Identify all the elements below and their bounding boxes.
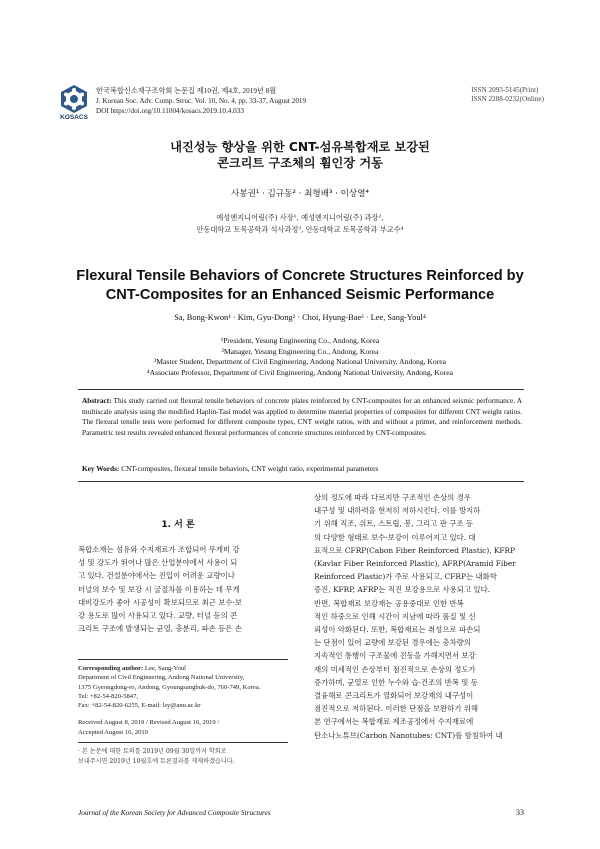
page-number: 33 [516, 808, 524, 817]
body-line: Reinforced Plastic)가 주로 사용되고, CFRP는 내화학 [314, 572, 497, 582]
journal-info [96, 86, 306, 116]
body-line: 는 단점이 있어 교량에 보강된 경우에는 충차량의 [314, 638, 471, 648]
body-line: 기 위해 직조, 쉬트, 스트립, 봉, 그리고 판 구조 등 [314, 519, 474, 529]
body-line: 크리트 구조에 발생되는 균열, 충분리, 파손 등은 손 [78, 624, 242, 634]
footnote-divider [78, 659, 288, 660]
divider [78, 481, 524, 482]
kosacs-logo [58, 84, 90, 120]
korean-title-line-1: 내진성능 향상을 위한 CNT-섬유복합재로 보강된 [170, 140, 430, 154]
footnote-divider [78, 742, 288, 743]
left-column-body [78, 543, 288, 635]
footnote-line: 보내주시면 2019년 10월호에 토론결과를 게재하겠습니다. [78, 757, 235, 765]
english-title [0, 267, 600, 305]
korean-affiliations [0, 212, 600, 236]
korean-affil-line-2: 안동대학교 토목공학과 석사과정³, 안동대학교 토목공학과 부교수⁴ [196, 225, 404, 234]
abstract-text: This study carried out flexural tensile behaviors of concrete plates reinforced by CNT-composites for an enhanced seismic performance. A multiscale analysis using the modified Haplin-Tasi model was applied to determine material properties of composites for different CNT weight ratios. The flexural tensile tests were performed for different composite types, CNT weight ratios, with and without a primer, and reinforcement methods. Parametric test results revealed enhanced flexural performances of concrete structures reinforced by CNT-composites. [82, 396, 522, 437]
journal-line-en: J. Korean Soc. Adv. Comp. Struc. Vol. 10, No. 4, pp. 33-37, August 2019 [96, 97, 307, 105]
body-line: 증진, KFRP, AFRP는 직진 보강용으로 사용되고 있다. [314, 585, 491, 595]
body-line: 뢰성이 악화된다. 또한, 복합재료는 취성으로 파손되 [314, 625, 481, 635]
body-line: 성 및 강도가 뛰어나 많은 산업분야에서 사용이 되 [78, 558, 238, 568]
body-line: 내구성 및 내하력을 현저히 저하시킨다. 이를 방지하 [314, 506, 481, 516]
body-line: 대비강도가 좋아 시공성이 확보되므로 최근 보수·보 [78, 597, 243, 607]
right-column-body [314, 491, 524, 742]
body-line: 지속적인 통행이 구조물에 진동을 가해지면서 보강 [314, 651, 476, 661]
english-title-line-2: CNT-Composites for an Enhanced Seismic Performance [105, 287, 495, 303]
body-line: 결융해로 콘크리트가 열화되어 보강재의 내구성이 [314, 691, 474, 701]
corresponding-author [78, 664, 288, 737]
body-line: 터널의 보수 및 보강 시 굴절차를 이용하는 데 무게 [78, 584, 240, 594]
korean-affil-line-1: 예성엔지니어링(주) 사장¹, 예성엔지니어링(주) 과장², [216, 213, 384, 222]
corresponding-address: 1375 Gyeongdong-ro, Andong, Gyoungsangbuk-do, 760-749, Korea. [78, 683, 261, 691]
section-title: 1. 서 론 [161, 520, 195, 530]
divider [78, 389, 524, 390]
abstract-label: Abstract: [82, 396, 112, 405]
keywords [82, 464, 522, 473]
footnote-line: · 본 논문에 대한 토의를 2019년 09월 30일까지 학회로 [78, 748, 227, 755]
english-authors: Sa, Bong-Kwon¹ · Kim, Gyu-Dong² · Choi, Hyung-Bae³ · Lee, Sang-Youl⁴ [174, 313, 426, 322]
page-footer-journal: Journal of the Korean Society for Advanced Composite Structures [78, 808, 271, 817]
logo-text: KOSACS [60, 114, 88, 120]
body-line: 의 다양한 형태로 보수·보강이 이루어지고 있다. 대 [314, 532, 476, 542]
body-line: 표적으로 CFRP(Cabon Fiber Reinforced Plastic), KFRP [314, 545, 516, 555]
body-line: 본 연구에서는 복합재료 제조공정에서 수지재료에 [314, 717, 474, 727]
body-line: 상의 정도에 따라 다르지만 구조적인 손상의 경우 [314, 493, 471, 502]
corresponding-dept: Department of Civil Engineering, Andong National University, [78, 674, 245, 682]
body-line: 탄소나노튜브(Carbon Nanotubes: CNT)를 함침하여 내 [314, 730, 503, 740]
corresponding-tel: Tel: +82-54-820-5847, [78, 692, 139, 700]
body-line: 적인 하중으로 인해 시간이 지남에 따라 품질 및 신 [314, 611, 476, 621]
issn-print: ISSN 2093-5145(Print) [471, 86, 539, 94]
corresponding-name: Lee, Sang-Youl [143, 665, 187, 672]
english-title-line-1: Flexural Tensile Behaviors of Concrete Structures Reinforced by [76, 268, 524, 284]
journal-line-kr: 한국복합신소재구조학회 논문집 제10권, 제4호, 2019년 8월 [96, 87, 277, 95]
abstract [82, 396, 522, 438]
journal-doi[interactable]: DOI https://doi.org/10.11004/kosacs.2019.10.4.033 [96, 107, 244, 115]
body-line: 재의 미세적인 손상부터 점진적으로 손상의 정도가 [314, 664, 476, 674]
english-affil-line: ¹President, Yesung Engineering Co., Andong, Korea [220, 336, 380, 345]
body-line: 점진적으로 저하된다. 이러한 단점을 보완하기 위해 [314, 704, 479, 714]
body-line: 복합소재는 섬유와 수지재료가 조합되어 무게비 강 [78, 545, 240, 554]
corresponding-label: Corresponding author: [78, 665, 144, 672]
keywords-label: Key Words: [82, 464, 120, 473]
english-affiliations [0, 336, 600, 378]
korean-title-line-2: 콘크리트 구조체의 휨인장 거동 [217, 156, 383, 170]
corresponding-fax-email: Fax: +82-54-820-6255, E-mail: lsy@anu.ac.kr [78, 702, 201, 710]
korean-authors: 사봉권¹ · 김규동² · 최형배³ · 이상열⁴ [231, 189, 369, 199]
received-dates: Received August 8, 2019 / Revised August 16, 2019 / [78, 719, 220, 727]
english-affil-line: ³Master Student, Department of Civil Engineering, Andong National University, Andong, Korea [154, 357, 446, 366]
body-line: 강 용도로 많이 사용되고 있다. 교량, 터널 등의 콘 [78, 611, 238, 621]
accepted-date: Accepted August 16, 2019 [78, 728, 148, 736]
issn-block [471, 86, 544, 104]
body-line: (Kavlar Fiber Reinforced Plastic), AFRP(Aramid Fiber [314, 559, 516, 569]
body-line: 고 있다. 건설분야에서는 진입이 어려운 교량이나 [78, 571, 235, 581]
english-affil-line: ²Manager, Yesung Engineering Co., Andong, Korea [221, 346, 379, 356]
body-line: 반면, 복합재료 보강재는 공용중대로 인한 반복 [314, 598, 464, 608]
korean-title [0, 139, 600, 171]
discussion-footnote [78, 747, 288, 766]
english-affil-line: ⁴Associate Professor, Department of Civil Engineering, Andong National University, Andong, Korea [147, 367, 453, 377]
issn-online: ISSN 2288-0232(Online) [471, 95, 544, 103]
body-line: 증가하며, 균열로 인한 누수와 습·건조의 반복 및 동 [314, 677, 478, 687]
keywords-text: CNT-composites, flexural tensile behaviors, CNT weight ratio, experimental parameters [121, 464, 379, 473]
